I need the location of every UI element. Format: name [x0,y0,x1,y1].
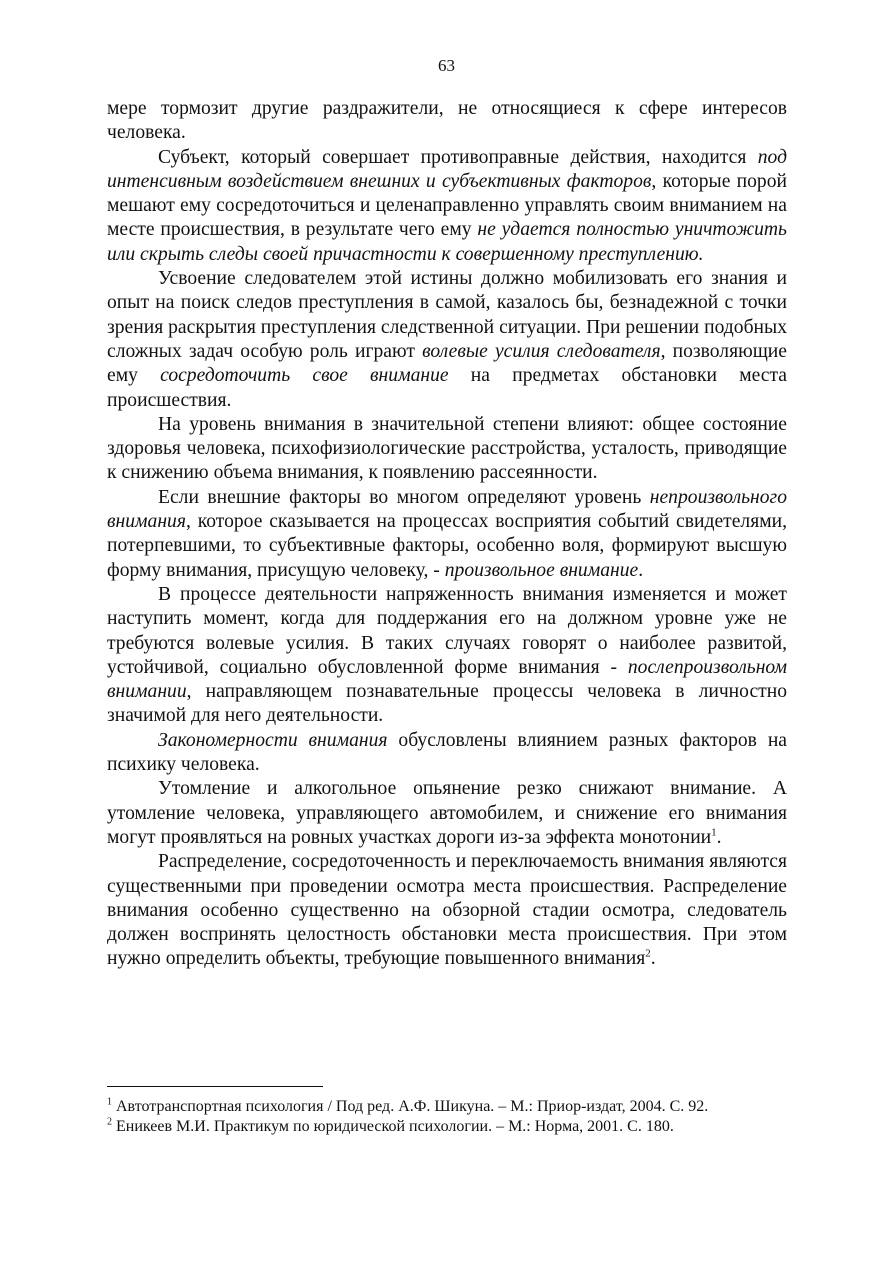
footnote-mark: 1 [107,1096,112,1108]
text-run: Субъект, который совершает противоправные действия, находится [158,146,758,168]
paragraph [107,413,787,486]
footnote-reference: 2 [645,947,651,960]
text-run: . [638,559,644,581]
text-run: Распределение, сосредоточенность и переключаемость внимания являются существенными при проведении осмотра места происшествия. Распределение внимания особенно существенно на обзорной стадии осмотра, следователь должен воспринять целостность обстановки места происшествия. При этом нужно определить объекты, требующие повышенного внимания [107,851,787,970]
text-run: , позволяющие ему [107,340,787,387]
italic-phrase: непроизвольного внимания [107,486,787,533]
italic-phrase: произвольное внимание [444,559,639,581]
paragraph [107,583,787,729]
text-run: Утомление и алкогольное опьянение резко снижают внимание. А утомление человека, управляющего автомобилем, и снижение его внимания могут проявляться на ровных участках дороги из-за эффекта монотонии [107,778,787,848]
text-run: . [650,948,656,970]
text-run: , которые порой мешают ему сосредоточиться и целенаправленно управлять своим вниманием на месте происшествия, в результате чего ему [107,170,787,241]
italic-phrase: не удается полностью уничтожить или скрыть следы своей причастности к совершенному преступлению. [107,219,787,265]
italic-phrase: сосредоточить свое внимание [160,365,449,387]
footnotes [107,1097,787,1136]
italic-phrase: Закономерности внимания [158,729,388,751]
text-run: , направляющем познавательные процессы человека в личностно значимой для него деятельности. [107,681,787,727]
text-run: Если внешние факторы во многом определяют уровень [158,486,650,508]
text-run: мере тормозит другие раздражители, не относящиеся к сфере интересов человека. [107,98,787,144]
paragraph [107,486,787,583]
paragraph [107,146,787,267]
italic-phrase: послепроизвольном внимании [107,656,787,703]
text-run: Усвоение следователем этой истины должно мобилизовать его знания и опыт на поиск следов преступления в самой, казалось бы, безнадежной с точки зрения раскрытия преступления следственной ситуации. При решении подобных сложных задач особую роль играют [107,268,787,362]
page-number: 63 [438,56,455,75]
paragraph [107,777,787,850]
footnote [107,1117,787,1137]
paragraph [107,267,787,413]
text-run: . [716,826,722,848]
footnote [107,1097,787,1117]
text-run: , которое сказывается на процессах восприятия событий свидетелями, потерпевшими, то субъективные факторы, особенно воля, формируют высшую форму внимания, присущую человеку, - [107,511,787,581]
footnote-text: Автотранспортная психология / Под ред. А.Ф. Шикуна. – М.: Приор-издат, 2004. С. 92. [112,1098,709,1115]
italic-phrase: волевые усилия следователя [422,340,661,362]
paragraph [107,850,787,971]
paragraph [107,729,787,778]
text-run: В процессе деятельности напряженность внимания изменяется и может наступить момент, когда для поддержания его на должном уровне уже не требуются волевые усилия. В таких случаях говорят о наиболее развитой, устойчивой, социально обусловленной форме внимания - [107,583,787,678]
body-text [107,97,787,972]
paragraph [107,97,787,146]
italic-phrase: под интенсивным воздействием внешних и субъективных факторов [107,146,787,192]
footnote-text: Еникеев М.И. Практикум по юридической психологии. – М.: Норма, 2001. С. 180. [112,1117,674,1135]
footnote-separator [107,1086,323,1087]
footnote-mark: 2 [107,1116,112,1128]
text-run: На уровень внимания в значительной степени влияют: общее состояние здоровья человека, психофизиологические расстройства, усталость, приводящие к снижению объема внимания, к появлению рассеянности. [107,413,787,484]
footnote-reference: 1 [711,826,717,839]
text-run: на предметах обстановки места происшествия. [107,365,787,411]
text-run: обусловлены влиянием разных факторов на психику человека. [107,729,787,776]
